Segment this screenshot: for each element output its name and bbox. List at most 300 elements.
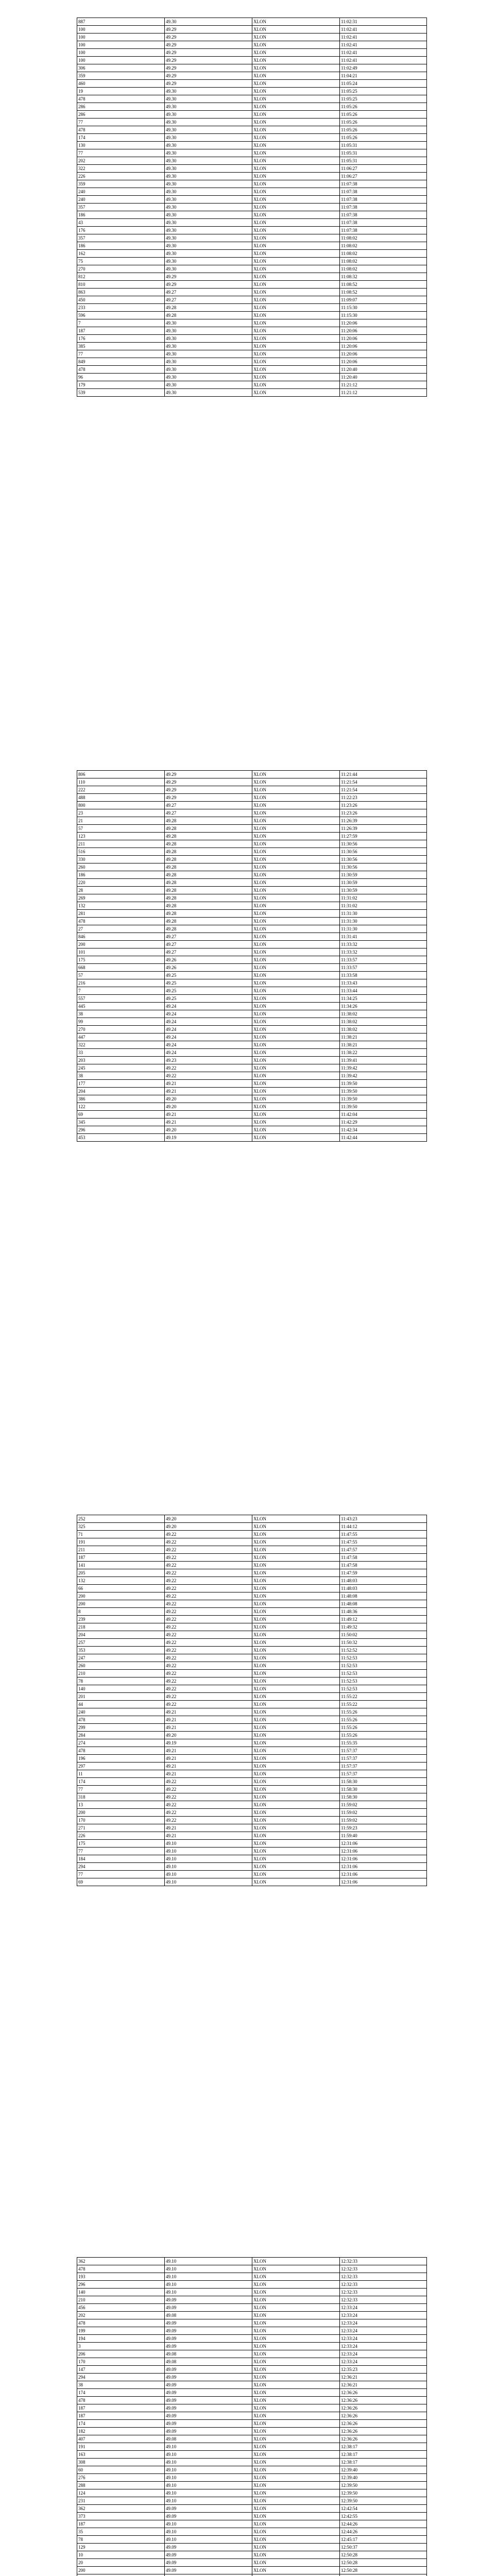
price-cell: 49.22 bbox=[165, 1569, 252, 1577]
venue-cell: XLON bbox=[252, 1126, 340, 1134]
trades-table-1 bbox=[77, 18, 427, 397]
table-row bbox=[77, 374, 427, 381]
time-cell: 12:33:24 bbox=[340, 2358, 427, 2366]
price-cell: 49.24 bbox=[165, 1033, 252, 1041]
volume-cell: 200 bbox=[77, 941, 165, 948]
venue-cell: XLON bbox=[252, 2258, 340, 2265]
venue-cell: XLON bbox=[252, 1871, 340, 1878]
venue-cell: XLON bbox=[252, 111, 340, 118]
price-cell: 49.24 bbox=[165, 1026, 252, 1033]
venue-cell: XLON bbox=[252, 918, 340, 925]
price-cell: 49.28 bbox=[165, 871, 252, 879]
volume-cell: 140 bbox=[77, 2289, 165, 2296]
time-cell: 12:35:23 bbox=[340, 2366, 427, 2374]
table-row bbox=[77, 134, 427, 142]
volume-cell: 202 bbox=[77, 157, 165, 165]
venue-cell: XLON bbox=[252, 1863, 340, 1871]
venue-cell: XLON bbox=[252, 1616, 340, 1623]
time-cell: 11:05:25 bbox=[340, 95, 427, 103]
table-row bbox=[77, 234, 427, 242]
time-cell: 11:27:59 bbox=[340, 833, 427, 840]
time-cell: 11:30:56 bbox=[340, 848, 427, 856]
volume-cell: 174 bbox=[77, 1778, 165, 1786]
table-row bbox=[77, 1088, 427, 1095]
volume-cell: 362 bbox=[77, 2258, 165, 2265]
time-cell: 11:23:26 bbox=[340, 802, 427, 809]
table-row bbox=[77, 219, 427, 227]
time-cell: 12:31:06 bbox=[340, 1871, 427, 1878]
table-row bbox=[77, 1577, 427, 1585]
time-cell: 12:42:54 bbox=[340, 2505, 427, 2513]
volume-cell: 3 bbox=[77, 2343, 165, 2350]
volume-cell: 77 bbox=[77, 149, 165, 157]
time-cell: 11:08:02 bbox=[340, 242, 427, 250]
price-cell: 49.09 bbox=[165, 2381, 252, 2389]
price-cell: 49.28 bbox=[165, 825, 252, 833]
venue-cell: XLON bbox=[252, 1515, 340, 1523]
time-cell: 11:21:12 bbox=[340, 389, 427, 397]
volume-cell: 110 bbox=[77, 778, 165, 786]
table-row bbox=[77, 1670, 427, 1677]
venue-cell: XLON bbox=[252, 1134, 340, 1142]
time-cell: 11:42:34 bbox=[340, 1126, 427, 1134]
venue-cell: XLON bbox=[252, 2505, 340, 2513]
price-cell: 49.10 bbox=[165, 2520, 252, 2528]
time-cell: 12:31:06 bbox=[340, 1863, 427, 1871]
table-row bbox=[77, 1685, 427, 1693]
venue-cell: XLON bbox=[252, 840, 340, 848]
time-cell: 11:23:26 bbox=[340, 809, 427, 817]
venue-cell: XLON bbox=[252, 2312, 340, 2319]
venue-cell: XLON bbox=[252, 2559, 340, 2567]
volume-cell: 294 bbox=[77, 2374, 165, 2381]
venue-cell: XLON bbox=[252, 2327, 340, 2335]
time-cell: 11:07:38 bbox=[340, 219, 427, 227]
table-row bbox=[77, 2420, 427, 2428]
price-cell: 49.29 bbox=[165, 281, 252, 289]
table-row bbox=[77, 1762, 427, 1770]
venue-cell: XLON bbox=[252, 817, 340, 825]
price-cell: 49.29 bbox=[165, 794, 252, 802]
price-cell: 49.22 bbox=[165, 1654, 252, 1662]
time-cell: 11:15:30 bbox=[340, 304, 427, 312]
venue-cell: XLON bbox=[252, 366, 340, 374]
volume-cell: 286 bbox=[77, 111, 165, 118]
time-cell: 11:52:52 bbox=[340, 1647, 427, 1654]
time-cell: 12:33:24 bbox=[340, 2327, 427, 2335]
venue-cell: XLON bbox=[252, 948, 340, 956]
volume-cell: 812 bbox=[77, 273, 165, 281]
volume-cell: 170 bbox=[77, 2358, 165, 2366]
price-cell: 49.30 bbox=[165, 211, 252, 219]
price-cell: 49.28 bbox=[165, 304, 252, 312]
time-cell: 11:38:21 bbox=[340, 1033, 427, 1041]
venue-cell: XLON bbox=[252, 173, 340, 180]
price-cell: 49.21 bbox=[165, 1118, 252, 1126]
price-cell: 49.22 bbox=[165, 1801, 252, 1809]
venue-cell: XLON bbox=[252, 296, 340, 304]
volume-cell: 175 bbox=[77, 956, 165, 964]
price-cell: 49.10 bbox=[165, 2451, 252, 2459]
table-row bbox=[77, 118, 427, 126]
table-row bbox=[77, 887, 427, 894]
volume-cell: 191 bbox=[77, 1538, 165, 1546]
time-cell: 11:08:52 bbox=[340, 289, 427, 296]
price-cell: 49.29 bbox=[165, 57, 252, 64]
price-cell: 49.30 bbox=[165, 265, 252, 273]
price-cell: 49.22 bbox=[165, 1639, 252, 1647]
table-row bbox=[77, 964, 427, 972]
time-cell: 11:20:40 bbox=[340, 374, 427, 381]
volume-cell: 77 bbox=[77, 1848, 165, 1855]
price-cell: 49.20 bbox=[165, 1523, 252, 1531]
venue-cell: XLON bbox=[252, 1855, 340, 1863]
time-cell: 12:50:28 bbox=[340, 2567, 427, 2574]
venue-cell: XLON bbox=[252, 1848, 340, 1855]
venue-cell: XLON bbox=[252, 2335, 340, 2343]
price-cell: 49.25 bbox=[165, 972, 252, 979]
volume-cell: 596 bbox=[77, 312, 165, 319]
table-row bbox=[77, 281, 427, 289]
price-cell: 49.30 bbox=[165, 142, 252, 149]
price-cell: 49.30 bbox=[165, 126, 252, 134]
volume-cell: 478 bbox=[77, 366, 165, 374]
price-cell: 49.28 bbox=[165, 856, 252, 863]
time-cell: 11:05:31 bbox=[340, 157, 427, 165]
venue-cell: XLON bbox=[252, 1118, 340, 1126]
venue-cell: XLON bbox=[252, 1026, 340, 1033]
time-cell: 11:55:22 bbox=[340, 1701, 427, 1708]
venue-cell: XLON bbox=[252, 312, 340, 319]
table-row bbox=[77, 2319, 427, 2327]
time-cell: 11:34:25 bbox=[340, 995, 427, 1003]
venue-cell: XLON bbox=[252, 2265, 340, 2273]
price-cell: 49.10 bbox=[165, 1863, 252, 1871]
price-cell: 49.10 bbox=[165, 2497, 252, 2505]
table-row bbox=[77, 1531, 427, 1538]
venue-cell: XLON bbox=[252, 1592, 340, 1600]
time-cell: 11:55:26 bbox=[340, 1732, 427, 1739]
price-cell: 49.25 bbox=[165, 995, 252, 1003]
trades-table-body bbox=[77, 771, 427, 1142]
venue-cell: XLON bbox=[252, 863, 340, 871]
time-cell: 11:42:04 bbox=[340, 1111, 427, 1118]
volume-cell: 100 bbox=[77, 49, 165, 57]
price-cell: 49.09 bbox=[165, 2374, 252, 2381]
trades-table-4 bbox=[77, 2257, 427, 2576]
table-row bbox=[77, 1569, 427, 1577]
volume-cell: 43 bbox=[77, 219, 165, 227]
volume-cell: 200 bbox=[77, 1809, 165, 1817]
price-cell: 49.10 bbox=[165, 2265, 252, 2273]
table-row bbox=[77, 1049, 427, 1057]
venue-cell: XLON bbox=[252, 871, 340, 879]
volume-cell: 187 bbox=[77, 327, 165, 335]
price-cell: 49.22 bbox=[165, 1677, 252, 1685]
time-cell: 11:07:38 bbox=[340, 211, 427, 219]
price-cell: 49.10 bbox=[165, 1848, 252, 1855]
time-cell: 12:36:26 bbox=[340, 2435, 427, 2443]
price-cell: 49.09 bbox=[165, 2335, 252, 2343]
time-cell: 12:36:26 bbox=[340, 2397, 427, 2404]
table-row bbox=[77, 2397, 427, 2404]
volume-cell: 199 bbox=[77, 2327, 165, 2335]
table-row bbox=[77, 227, 427, 234]
price-cell: 49.09 bbox=[165, 2428, 252, 2435]
time-cell: 12:44:26 bbox=[340, 2528, 427, 2536]
time-cell: 11:31:41 bbox=[340, 933, 427, 941]
venue-cell: XLON bbox=[252, 848, 340, 856]
price-cell: 49.24 bbox=[165, 1003, 252, 1010]
volume-cell: 96 bbox=[77, 374, 165, 381]
time-cell: 11:57:37 bbox=[340, 1755, 427, 1762]
time-cell: 12:31:06 bbox=[340, 1855, 427, 1863]
volume-cell: 66 bbox=[77, 1585, 165, 1592]
volume-cell: 44 bbox=[77, 1701, 165, 1708]
table-row bbox=[77, 1057, 427, 1064]
table-row bbox=[77, 2536, 427, 2544]
price-cell: 49.20 bbox=[165, 1095, 252, 1103]
price-cell: 49.27 bbox=[165, 289, 252, 296]
price-cell: 49.21 bbox=[165, 1755, 252, 1762]
volume-cell: 174 bbox=[77, 134, 165, 142]
venue-cell: XLON bbox=[252, 389, 340, 397]
table-row bbox=[77, 2358, 427, 2366]
venue-cell: XLON bbox=[252, 1770, 340, 1778]
venue-cell: XLON bbox=[252, 2343, 340, 2350]
volume-cell: 77 bbox=[77, 1786, 165, 1793]
time-cell: 11:42:44 bbox=[340, 1134, 427, 1142]
price-cell: 49.09 bbox=[165, 2327, 252, 2335]
venue-cell: XLON bbox=[252, 2381, 340, 2389]
price-cell: 49.22 bbox=[165, 1585, 252, 1592]
price-cell: 49.24 bbox=[165, 1010, 252, 1018]
table-row bbox=[77, 250, 427, 258]
time-cell: 11:52:53 bbox=[340, 1662, 427, 1670]
time-cell: 11:07:38 bbox=[340, 188, 427, 196]
price-cell: 49.28 bbox=[165, 887, 252, 894]
venue-cell: XLON bbox=[252, 265, 340, 273]
volume-cell: 276 bbox=[77, 2474, 165, 2482]
venue-cell: XLON bbox=[252, 234, 340, 242]
table-row bbox=[77, 2289, 427, 2296]
venue-cell: XLON bbox=[252, 1064, 340, 1072]
table-row bbox=[77, 1739, 427, 1747]
venue-cell: XLON bbox=[252, 2281, 340, 2289]
volume-cell: 38 bbox=[77, 2381, 165, 2389]
price-cell: 49.09 bbox=[165, 2304, 252, 2312]
price-cell: 49.09 bbox=[165, 2567, 252, 2574]
volume-cell: 456 bbox=[77, 2304, 165, 2312]
time-cell: 12:32:33 bbox=[340, 2273, 427, 2281]
price-cell: 49.30 bbox=[165, 95, 252, 103]
table-row bbox=[77, 1134, 427, 1142]
time-cell: 12:38:17 bbox=[340, 2459, 427, 2466]
table-row bbox=[77, 2412, 427, 2420]
time-cell: 11:48:03 bbox=[340, 1585, 427, 1592]
price-cell: 49.08 bbox=[165, 2350, 252, 2358]
volume-cell: 846 bbox=[77, 933, 165, 941]
price-cell: 49.22 bbox=[165, 1793, 252, 1801]
price-cell: 49.22 bbox=[165, 1072, 252, 1080]
time-cell: 11:39:42 bbox=[340, 1072, 427, 1080]
volume-cell: 130 bbox=[77, 142, 165, 149]
time-cell: 11:06:27 bbox=[340, 173, 427, 180]
venue-cell: XLON bbox=[252, 165, 340, 173]
volume-cell: 220 bbox=[77, 879, 165, 887]
volume-cell: 478 bbox=[77, 2397, 165, 2404]
venue-cell: XLON bbox=[252, 204, 340, 211]
time-cell: 12:36:26 bbox=[340, 2389, 427, 2397]
time-cell: 11:33:57 bbox=[340, 956, 427, 964]
time-cell: 12:31:06 bbox=[340, 1848, 427, 1855]
volume-cell: 460 bbox=[77, 80, 165, 88]
time-cell: 11:30:59 bbox=[340, 871, 427, 879]
venue-cell: XLON bbox=[252, 1623, 340, 1631]
venue-cell: XLON bbox=[252, 149, 340, 157]
time-cell: 11:33:32 bbox=[340, 941, 427, 948]
venue-cell: XLON bbox=[252, 258, 340, 265]
venue-cell: XLON bbox=[252, 2435, 340, 2443]
price-cell: 49.30 bbox=[165, 165, 252, 173]
time-cell: 11:02:41 bbox=[340, 26, 427, 33]
volume-cell: 478 bbox=[77, 2319, 165, 2327]
table-row bbox=[77, 1855, 427, 1863]
table-row bbox=[77, 1724, 427, 1732]
volume-cell: 191 bbox=[77, 2443, 165, 2451]
table-row bbox=[77, 2520, 427, 2528]
table-row bbox=[77, 2312, 427, 2319]
price-cell: 49.09 bbox=[165, 2296, 252, 2304]
table-row bbox=[77, 180, 427, 188]
time-cell: 11:05:26 bbox=[340, 118, 427, 126]
venue-cell: XLON bbox=[252, 964, 340, 972]
price-cell: 49.09 bbox=[165, 2404, 252, 2412]
table-row bbox=[77, 49, 427, 57]
time-cell: 11:21:44 bbox=[340, 771, 427, 778]
table-row bbox=[77, 1003, 427, 1010]
time-cell: 11:55:26 bbox=[340, 1708, 427, 1716]
table-row bbox=[77, 1095, 427, 1103]
time-cell: 11:26:39 bbox=[340, 817, 427, 825]
volume-cell: 179 bbox=[77, 381, 165, 389]
volume-cell: 13 bbox=[77, 1801, 165, 1809]
table-row bbox=[77, 2335, 427, 2343]
table-row bbox=[77, 2381, 427, 2389]
price-cell: 49.27 bbox=[165, 941, 252, 948]
time-cell: 11:52:53 bbox=[340, 1677, 427, 1685]
time-cell: 11:38:02 bbox=[340, 1010, 427, 1018]
time-cell: 11:22:23 bbox=[340, 794, 427, 802]
time-cell: 11:58:30 bbox=[340, 1786, 427, 1793]
table-row bbox=[77, 26, 427, 33]
time-cell: 12:31:06 bbox=[340, 1878, 427, 1886]
venue-cell: XLON bbox=[252, 358, 340, 366]
table-row bbox=[77, 1010, 427, 1018]
table-row bbox=[77, 1631, 427, 1639]
table-row bbox=[77, 825, 427, 833]
venue-cell: XLON bbox=[252, 103, 340, 111]
price-cell: 49.21 bbox=[165, 1747, 252, 1755]
venue-cell: XLON bbox=[252, 2459, 340, 2466]
price-cell: 49.20 bbox=[165, 1515, 252, 1523]
volume-cell: 294 bbox=[77, 1863, 165, 1871]
price-cell: 49.09 bbox=[165, 2397, 252, 2404]
price-cell: 49.20 bbox=[165, 1126, 252, 1134]
price-cell: 49.22 bbox=[165, 1592, 252, 1600]
venue-cell: XLON bbox=[252, 825, 340, 833]
time-cell: 11:30:56 bbox=[340, 840, 427, 848]
venue-cell: XLON bbox=[252, 1600, 340, 1608]
volume-cell: 170 bbox=[77, 1817, 165, 1824]
time-cell: 11:21:54 bbox=[340, 778, 427, 786]
venue-cell: XLON bbox=[252, 2528, 340, 2536]
time-cell: 11:49:32 bbox=[340, 1623, 427, 1631]
venue-cell: XLON bbox=[252, 134, 340, 142]
venue-cell: XLON bbox=[252, 1747, 340, 1755]
table-row bbox=[77, 1647, 427, 1654]
price-cell: 49.28 bbox=[165, 894, 252, 902]
time-cell: 11:47:55 bbox=[340, 1538, 427, 1546]
venue-cell: XLON bbox=[252, 95, 340, 103]
table-row bbox=[77, 979, 427, 987]
price-cell: 49.27 bbox=[165, 809, 252, 817]
volume-cell: 187 bbox=[77, 1554, 165, 1562]
volume-cell: 240 bbox=[77, 196, 165, 204]
price-cell: 49.10 bbox=[165, 2443, 252, 2451]
price-cell: 49.30 bbox=[165, 242, 252, 250]
table-row bbox=[77, 343, 427, 350]
time-cell: 12:38:17 bbox=[340, 2451, 427, 2459]
time-cell: 11:05:24 bbox=[340, 80, 427, 88]
venue-cell: XLON bbox=[252, 188, 340, 196]
price-cell: 49.21 bbox=[165, 1832, 252, 1840]
price-cell: 49.22 bbox=[165, 1608, 252, 1616]
table-row bbox=[77, 2389, 427, 2397]
price-cell bbox=[165, 2574, 252, 2576]
price-cell: 49.21 bbox=[165, 1724, 252, 1732]
volume-cell: 260 bbox=[77, 1662, 165, 1670]
price-cell: 49.28 bbox=[165, 863, 252, 871]
price-cell: 49.26 bbox=[165, 956, 252, 964]
volume-cell: 205 bbox=[77, 1569, 165, 1577]
price-cell: 49.30 bbox=[165, 250, 252, 258]
time-cell: 11:20:40 bbox=[340, 366, 427, 374]
price-cell: 49.30 bbox=[165, 227, 252, 234]
volume-cell: 187 bbox=[77, 2412, 165, 2420]
price-cell: 49.10 bbox=[165, 2536, 252, 2544]
time-cell: 11:59:23 bbox=[340, 1824, 427, 1832]
venue-cell: XLON bbox=[252, 2358, 340, 2366]
price-cell: 49.22 bbox=[165, 1670, 252, 1677]
venue-cell: XLON bbox=[252, 126, 340, 134]
time-cell: 11:21:12 bbox=[340, 381, 427, 389]
table-row bbox=[77, 1546, 427, 1554]
time-cell: 11:49:12 bbox=[340, 1616, 427, 1623]
table-row bbox=[77, 103, 427, 111]
volume-cell: 306 bbox=[77, 64, 165, 72]
volume-cell: 100 bbox=[77, 33, 165, 41]
volume-cell: 201 bbox=[77, 1693, 165, 1701]
volume-cell: 271 bbox=[77, 1824, 165, 1832]
table-row bbox=[77, 1600, 427, 1608]
time-cell: 12:42:55 bbox=[340, 2513, 427, 2520]
table-row bbox=[77, 918, 427, 925]
time-cell: 11:55:26 bbox=[340, 1724, 427, 1732]
volume-cell: 330 bbox=[77, 856, 165, 863]
venue-cell: XLON bbox=[252, 49, 340, 57]
time-cell: 11:39:50 bbox=[340, 1095, 427, 1103]
